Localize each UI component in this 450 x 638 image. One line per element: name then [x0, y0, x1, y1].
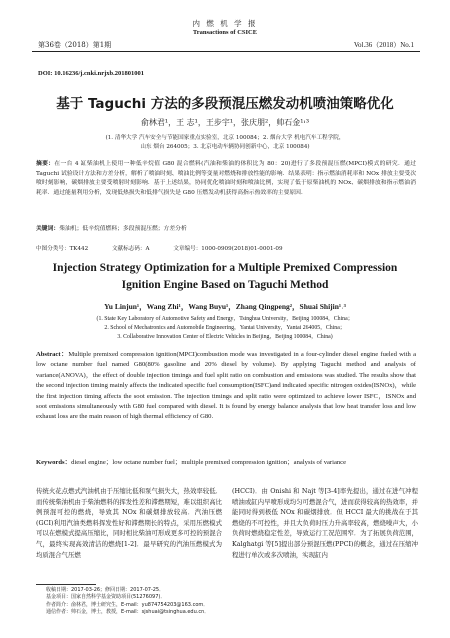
authors-cn: 俞林君¹，王 志¹，王步宇¹，张庆朋²，帅石金¹˒³	[140, 118, 310, 127]
abstract-cn-label: 摘要：	[36, 161, 55, 167]
abstract-en	[36, 350, 416, 423]
footnotes	[46, 587, 416, 617]
authors-en: Yu Linjun¹，Wang Zhi¹，Wang Buyu¹，Zhang Qingpeng²，Shuai Shijin¹˒³	[104, 302, 346, 311]
issue-label-en: Vol.36（2018）No.1	[353, 41, 414, 49]
clc-number: 中图分类号：TK442	[36, 246, 89, 252]
abstract-en-label: Abstract：	[36, 351, 69, 358]
paper-title-cn: 基于 Taguchi 方法的多段预混压燃发动机喷油策略优化	[56, 96, 394, 112]
issue-label-cn: 第36卷（2018）第1期	[38, 41, 112, 49]
affiliation-cn-line-1: (1. 清华大学 汽车安全与节能国家重点实验室，北京 100084；2. 烟台大学 机电汽车工程学院，	[105, 135, 345, 141]
journal-title-en: Transactions of CSICE	[192, 29, 258, 36]
footnote-received: 收稿日期：2017-03-26；修回日期：2017-07-25．	[46, 587, 165, 593]
footnote-funding: 基金项目：国家自然科学基金资助项目(51276097)．	[46, 594, 166, 601]
abstract-cn	[36, 160, 416, 198]
footnote-rule	[36, 584, 96, 585]
affiliation-en-line-3: 3. Collaborative Innovation Center of Electric Vehicles in Beijing，Beijing 100084，China)	[117, 334, 333, 340]
paper-title-en-line-2: Ignition Engine Based on Taguchi Method	[121, 279, 329, 291]
journal-title-cn: 内 燃 机 学 报	[192, 19, 258, 28]
doi: DOI: 10.16236/j.cnki.nrjxb.201801001	[38, 70, 144, 77]
keywords-cn-text: 柴油机；低辛烷值燃料；多段预混压燃；方差分析	[59, 226, 187, 232]
classification-meta	[36, 244, 416, 252]
affiliation-en-line-1: (1. State Key Laboratory of Automotive Safety and Energy，Tsinghua University，Beijing 100084，China；	[96, 316, 354, 322]
keywords-en-label: Keywords：	[36, 459, 72, 466]
affiliation-cn-line-2: 山东 烟台 264005；3. 北京电动车辆协同创新中心，北京 100084)	[140, 144, 310, 150]
keywords-cn	[36, 225, 416, 235]
footnote-corresponding: 通信作者：帅石金，博士，教授，E-mail：sjshuai@tsinghua.edu.cn．	[46, 609, 210, 616]
document-code: 文献标志码：A	[111, 246, 150, 252]
footnote-author: 作者简介：俞林君，博士研究生，E-mail：yu874754203@163.com．	[46, 601, 209, 608]
body-text-right-column: (HCCI)．由 Onishi 和 Najt 等[3-4]率先提出，通过在进气冲程喷油或缸内早喷形成均匀可燃混合气，进而获得较高的热效率，并能同时得到极低 NOx 和碳烟排放．但 HCCI 最大的挑战在于其燃烧的不可控性，并且大负荷时压力升高率较高，燃烧噪声大，小负荷时燃烧稳定性差，导致运行工况范围窄．为了拓展负荷范围，Kalghatgi 等[5]提出部分预混压燃(PPCI)的概念，通过在压缩冲程进行单次或多次喷油，实现缸内	[232, 487, 418, 559]
abstract-cn-text: 在一台 4 缸柴油机上使用一种低辛烷值 G80 混合燃料(汽油和柴油的体积比为 80：20)进行了多段预混压燃(MPCI)模式的研究．通过 Taguchi 试验设计方法和方差分析，解析了喷油时刻、喷油比例等变量对燃烧和排放性能的影响．结果表明：指示燃油消耗率和 NOx 排放主要受次喷时刻影响，碳烟排放主要受喷射时刻影响．基于上述结果，协同优化喷油时刻和喷油比例，实现了低于原柴油机的 NOx、碳烟排放和指示燃油消耗率．通过能量利用分析，发现低热损失和低排气损失是 G80 压燃发动机获得高指示热效率的主要原因．	[36, 161, 416, 196]
keywords-cn-label: 关键词：	[36, 226, 60, 232]
abstract-en-text: Multiple premixed compression ignition(MPCI)combustion mode was investigated in a four-cylinder diesel engine fueled with a low octane number fuel named G80(80% gasoline and 20% diesel by volume). By applying Taguchi method and analysis of variance(ANOVA)，the effect of double injection timings and fuel split ratio on combustion and emissions was studied. The results show that the second injection timing mainly affects the indicated specific fuel consumption(ISFC)and indicated specific nitrogen oxides(ISNOx)，while the first injection timing affects the soot emission. The injection timings and split ratio were optimized to achieve lower ISFC，ISNOx and soot emissions simultaneously with G80 fuel compared with diesel. It is found by energy balance analysis that low heat transfer loss and low exhaust loss are the main reason of high thermal efficiency of G80.	[36, 351, 416, 421]
affiliation-en-line-2: 2. School of Mechatronics and Automobile Engineering，Yantai University，Yantai 264005，China；	[104, 325, 346, 331]
keywords-en	[36, 458, 416, 468]
body-text-left-column: 传统火花点燃式汽油机由于压缩比低和泵气损失大，热效率较低．而传统柴油机由于柴油燃料的挥发性差和滞燃期短，难以组织高比例预混可控的燃烧，导致其 NOx 和碳烟排放较高．汽油压燃(GCI)利用汽油类燃料挥发性好和滞燃期长的特点，采用压燃模式可以在燃模式提高压缩比，同时相比柴油可形成更多可控的预混合气，最终实现高效清洁的燃烧[1-2]．最早研究的汽油压燃模式为均质混合气压燃	[36, 487, 222, 559]
header-rule	[32, 51, 420, 52]
keywords-en-text: diesel engine；low octane number fuel；multiple premixed compression ignition；analysis of variance	[71, 459, 347, 466]
paper-title-en-line-1: Injection Strategy Optimization for a Multiple Premixed Compression	[52, 262, 398, 274]
article-number: 文章编号：1000-0909(2018)01-0001-09	[173, 246, 283, 252]
